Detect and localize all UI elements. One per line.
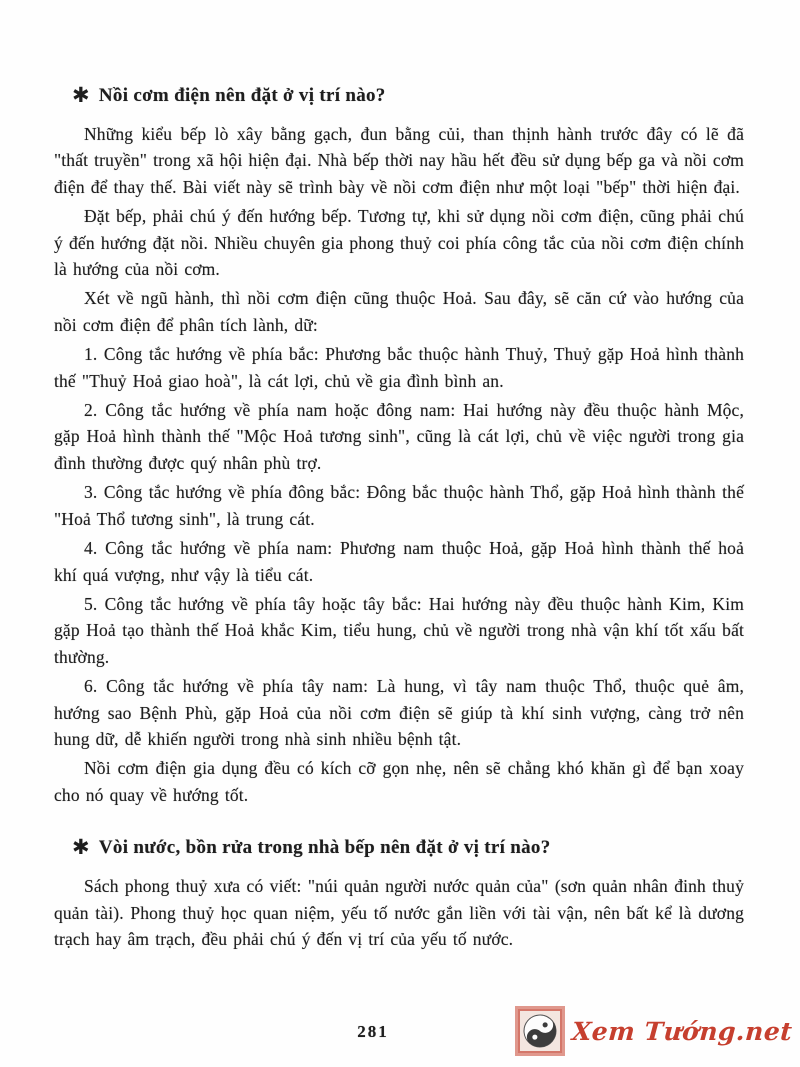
yin-yang-icon: [515, 1006, 565, 1056]
section-heading-faucet: [54, 834, 744, 861]
page-number: 281: [357, 1022, 389, 1041]
star-icon: ✱: [72, 835, 90, 860]
section-heading-text: Vòi nước, bồn rửa trong nhà bếp nên đặt ở vị trí nào?: [98, 837, 551, 859]
paragraph-closing: Nồi cơm điện gia dụng đều có kích cỡ gọn nhẹ, nên sẽ chẳng khó khăn gì để bạn xoay cho nó quay về hướng tốt.: [54, 758, 744, 805]
section-heading-rice-cooker: [54, 82, 744, 109]
list-item-direction-2: 2. Công tắc hướng về phía nam hoặc đông nam: Hai hướng này đều thuộc hành Mộc, gặp Hoả hình thành thế "Mộc Hoả tương sinh", cũng là cát lợi, chủ về việc người trong gia đình thường được quý nhân phù trợ.: [54, 400, 744, 473]
list-item-direction-6: 6. Công tắc hướng về phía tây nam: Là hung, vì tây nam thuộc Thổ, thuộc quẻ âm, hướng sao Bệnh Phù, gặp Hoả của nồi cơm điện sẽ giúp tà khí sinh vượng, càng trở nên hung dữ, dễ khiến người trong nhà sinh nhiều bệnh tật.: [54, 676, 744, 749]
list-item-direction-5: 5. Công tắc hướng về phía tây hoặc tây bắc: Hai hướng này đều thuộc hành Kim, Kim gặp Hoả tạo thành thế Hoả khắc Kim, tiểu hung, chủ về người trong nhà vận khí tốt xấu bất thường.: [54, 593, 744, 667]
watermark-text: Xem Tướng.net: [570, 1016, 794, 1046]
paragraph-intro-1: Những kiểu bếp lò xây bằng gạch, đun bằng củi, than thịnh hành trước đây có lẽ đã "thất truyền" trong xã hội hiện đại. Nhà bếp thời nay hầu hết đều sử dụng bếp ga và nồi cơm điện để thay thế. Bài viết này sẽ trình bày về nồi cơm điện như một loại "bếp" thời hiện đại.: [54, 124, 745, 197]
list-item-direction-3: 3. Công tắc hướng về phía đông bắc: Đông bắc thuộc hành Thổ, gặp Hoả hình thành thế "Hoả Thổ tương sinh", là trung cát.: [54, 482, 744, 529]
paragraph-intro-2: Đặt bếp, phải chú ý đến hướng bếp. Tương tự, khi sử dụng nồi cơm điện, cũng phải chú ý đến hướng đặt nồi. Nhiều chuyên gia phong thuỷ coi phía công tắc của nồi cơm điện chính là hướng của nồi cơm.: [54, 206, 744, 280]
star-icon: ✱: [72, 83, 90, 107]
section-heading-text: Nồi cơm điện nên đặt ở vị trí nào?: [98, 85, 386, 106]
paragraph-intro-3: Xét về ngũ hành, thì nồi cơm điện cũng thuộc Hoả. Sau đây, sẽ căn cứ vào hướng của nồi cơm điện để phân tích lành, dữ:: [54, 288, 744, 335]
list-item-direction-1: 1. Công tắc hướng về phía bắc: Phương bắc thuộc hành Thuỷ, Thuỷ gặp Hoả hình thành thế "Thuỷ Hoả giao hoà", là cát lợi, chủ về gia đình bình an.: [54, 344, 744, 391]
list-item-direction-4: 4. Công tắc hướng về phía nam: Phương nam thuộc Hoả, gặp Hoả hình thành thế hoả khí quá vượng, như vậy là tiểu cát.: [54, 538, 744, 585]
watermark: [515, 1006, 792, 1056]
paragraph-faucet-intro: Sách phong thuỷ xưa có viết: "núi quản người nước quản của" (sơn quản nhân đinh thuỷ quản tài). Phong thuỷ học quan niệm, yếu tố nước gắn liền với tài vận, nên bất kể là dương trạch hay âm trạch, đều phải chú ý đến vị trí của yếu tố nước.: [54, 876, 744, 949]
